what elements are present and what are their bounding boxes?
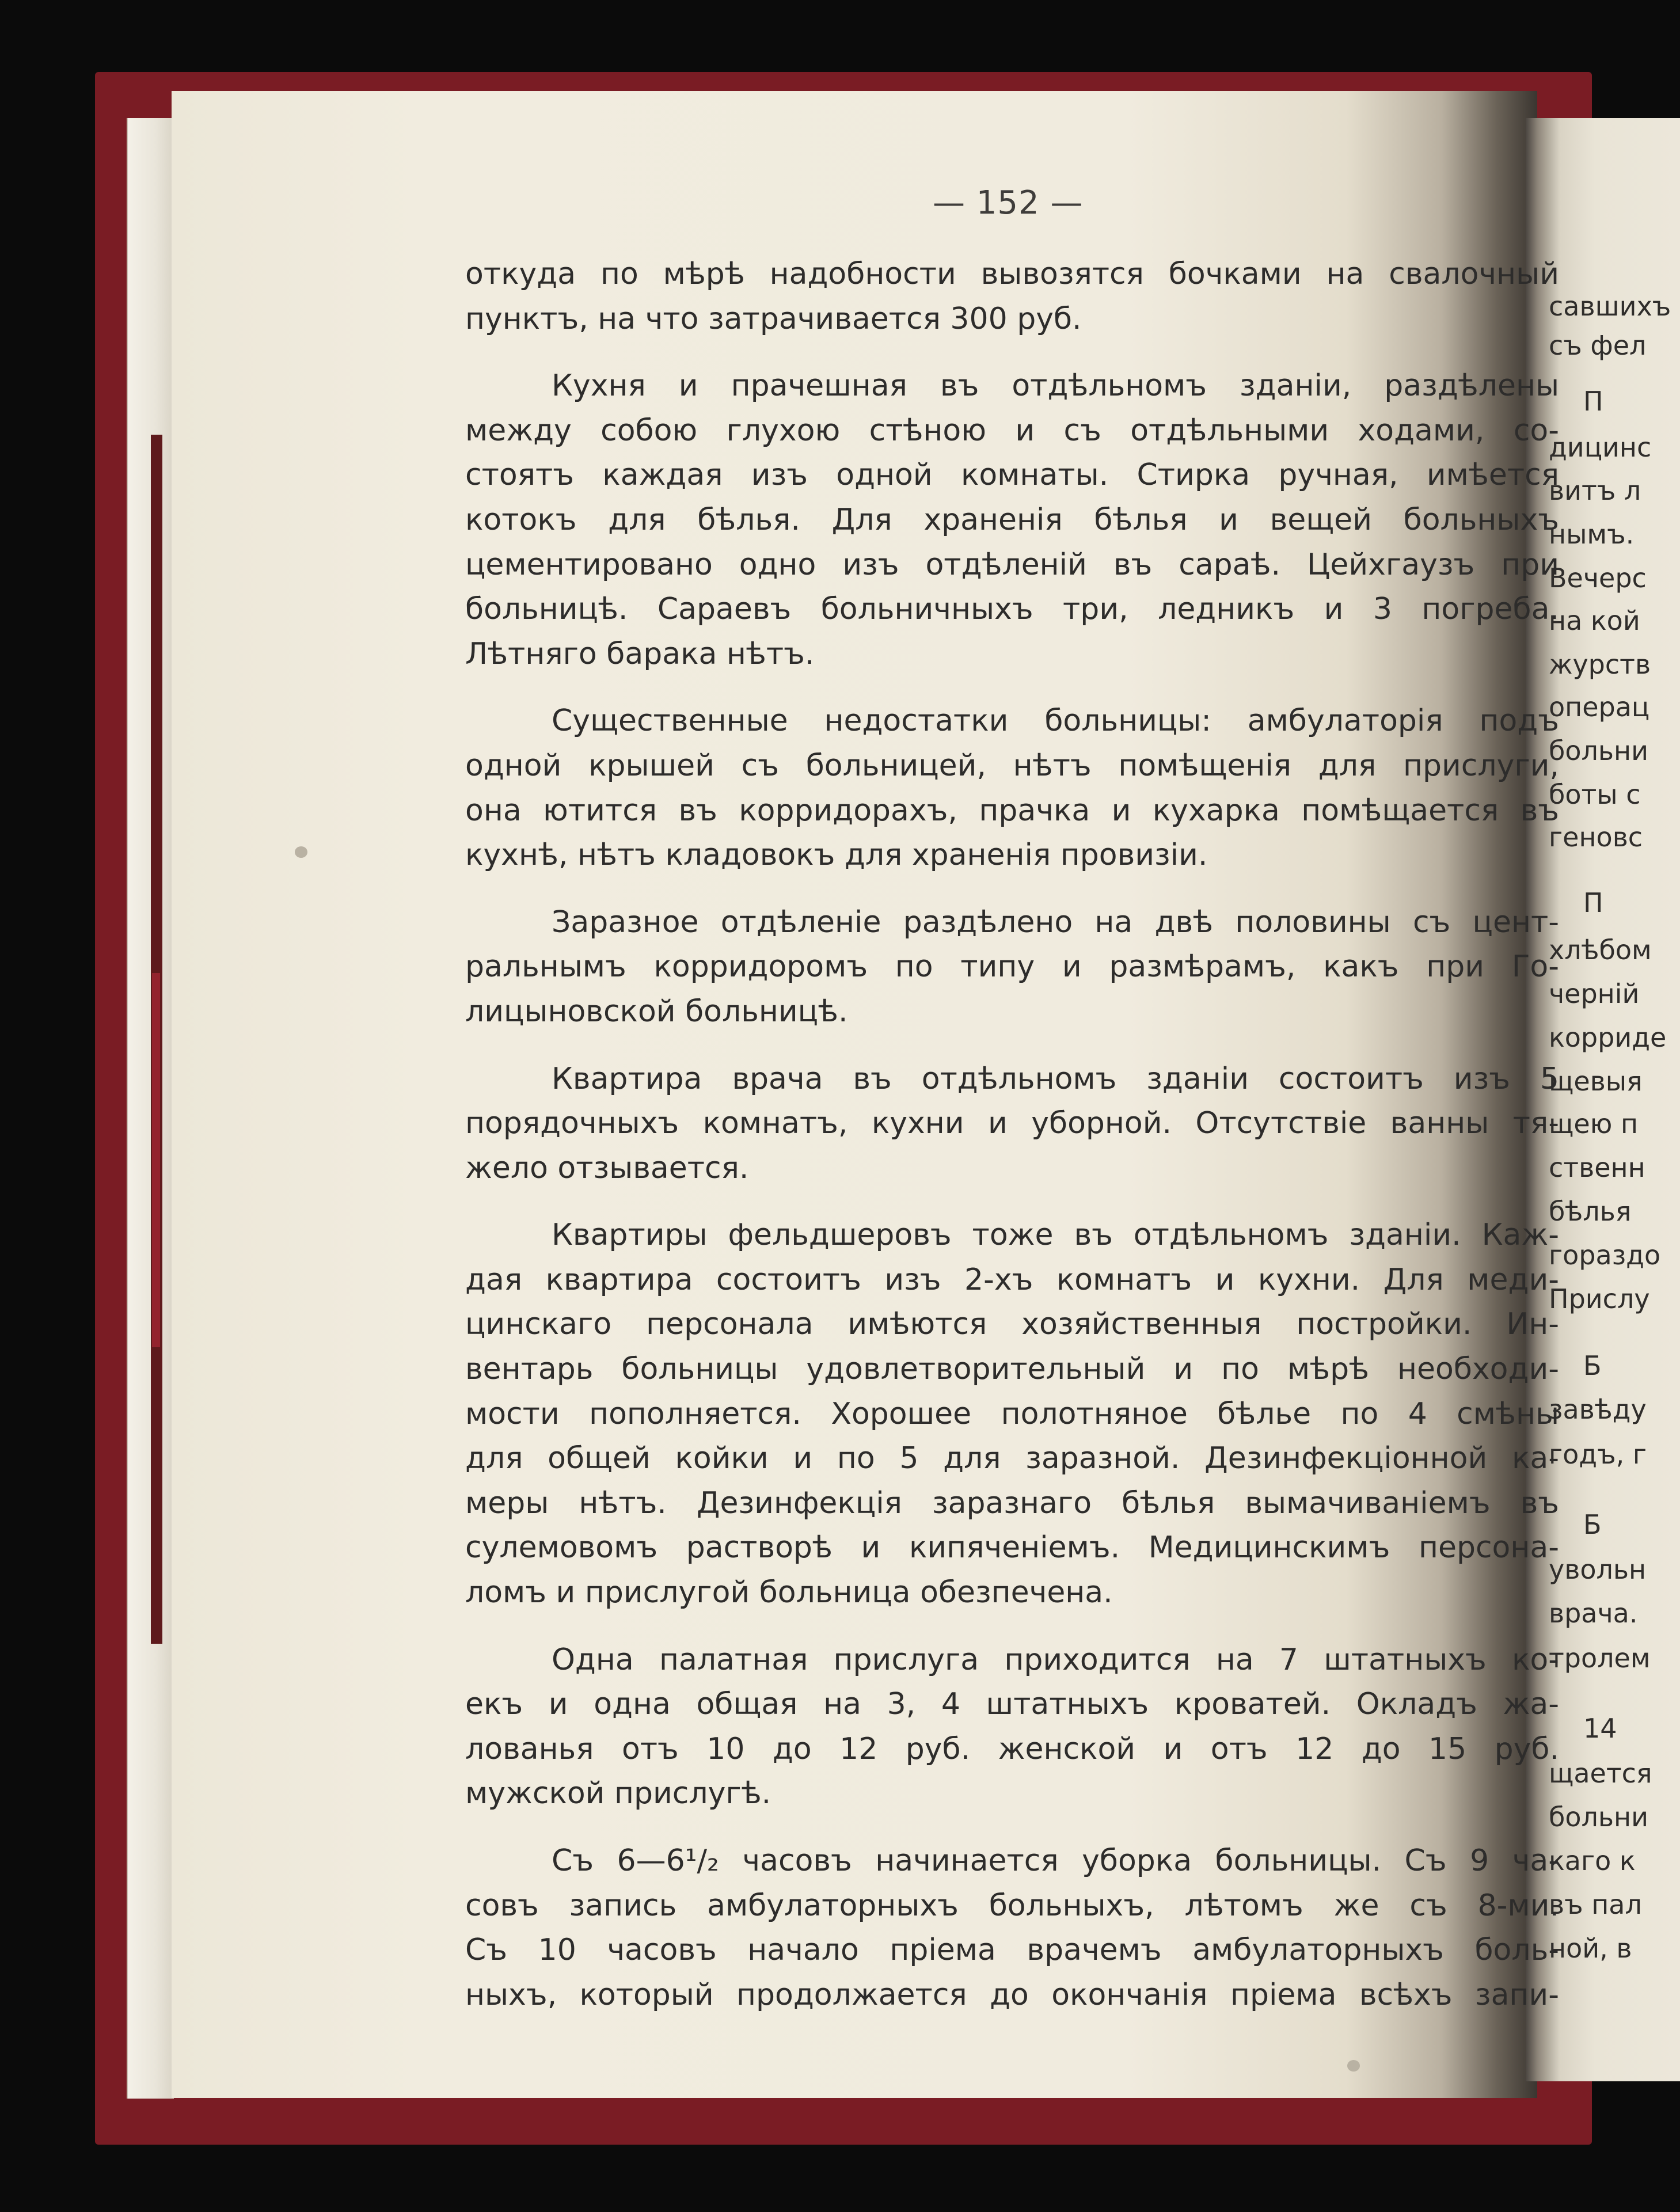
text-line: мости пополняется. Хорошее полотняное бѣлье по 4 смѣны <box>465 1396 1559 1431</box>
page-number: — 152 — <box>933 184 1084 222</box>
text-line: цинскаго персонала имѣются хозяйственныя постройки. Ин- <box>465 1307 1559 1342</box>
facing-line: черній <box>1549 978 1640 1009</box>
text-line: стоятъ каждая изъ одной комнаты. Стирка ручная, имѣется <box>465 458 1559 493</box>
facing-line: щевыя <box>1549 1066 1643 1097</box>
facing-line: журств <box>1549 649 1651 680</box>
text-line: цементировано одно изъ отдѣленій въ сараѣ. Цейхгаузъ при <box>465 547 1559 582</box>
facing-line: гораздо <box>1549 1240 1661 1271</box>
facing-line: въ пал <box>1549 1889 1642 1920</box>
paper-spot <box>1347 2060 1360 2072</box>
text-line: дая квартира состоитъ изъ 2-хъ комнатъ и кухни. Для меди- <box>465 1262 1559 1297</box>
facing-line: ственн <box>1549 1152 1645 1183</box>
facing-line: каго к <box>1549 1845 1636 1876</box>
facing-line: щается <box>1549 1758 1652 1789</box>
facing-line: бѣлья <box>1549 1196 1632 1227</box>
text-line: Кухня и прачешная въ отдѣльномъ зданіи, раздѣлены <box>552 368 1559 404</box>
text-line: ральнымъ корридоромъ по типу и размѣрамъ, какъ при Го- <box>465 949 1559 985</box>
facing-line: геновс <box>1549 822 1643 853</box>
text-line: Квартира врача въ отдѣльномъ зданіи состоитъ изъ 5 <box>552 1061 1559 1096</box>
paragraph <box>465 1213 1559 1615</box>
facing-line: больни <box>1549 1801 1648 1833</box>
text-line: кухнѣ, нѣтъ кладовокъ для храненія провизіи. <box>465 838 1208 873</box>
text-line: ныхъ, который продолжается до окончанія пріема всѣхъ запи- <box>465 1977 1559 2012</box>
facing-line: ной, в <box>1549 1933 1632 1964</box>
text-line: лицыновской больницѣ. <box>465 994 848 1029</box>
text-line: ломъ и прислугой больница обезпечена. <box>465 1575 1113 1610</box>
text-line: одной крышей съ больницей, нѣтъ помѣщенія для прислуги, <box>465 748 1559 783</box>
paragraph <box>465 699 1559 877</box>
facing-line: дицинс <box>1549 432 1652 463</box>
text-line: сулемовомъ растворѣ и кипяченіемъ. Медицинскимъ персона- <box>465 1530 1559 1565</box>
facing-line: операц <box>1549 691 1650 723</box>
text-line: меры нѣтъ. Дезинфекція заразнаго бѣлья вымачиваніемъ въ <box>465 1485 1559 1521</box>
text-line: она ютится въ корридорахъ, прачка и кухарка помѣщается въ <box>465 793 1559 828</box>
text-line: Лѣтняго барака нѣтъ. <box>465 636 815 671</box>
text-line: совъ запись амбулаторныхъ больныхъ, лѣтомъ же съ 8-ми. <box>465 1888 1559 1923</box>
facing-line: на кой <box>1549 605 1640 636</box>
text-line: Одна палатная прислуга приходится на 7 штатныхъ ко- <box>552 1642 1559 1677</box>
binding-stain <box>152 973 160 1347</box>
facing-line: 14 <box>1583 1713 1617 1744</box>
facing-line: завѣду <box>1549 1394 1647 1425</box>
paragraph <box>465 364 1559 676</box>
text-line: вентарь больницы удовлетворительный и по мѣрѣ необходи- <box>465 1352 1559 1387</box>
facing-line: нымъ. <box>1549 519 1635 550</box>
text-line: откуда по мѣрѣ надобности вывозятся бочками на свалочный <box>465 257 1559 291</box>
text-line: больницѣ. Сараевъ больничныхъ три, ледникъ и 3 погреба. <box>465 592 1559 627</box>
facing-line: щею п <box>1549 1108 1639 1139</box>
facing-line: П <box>1583 386 1603 417</box>
facing-line: боты с <box>1549 779 1641 810</box>
paragraph <box>465 1839 1559 2017</box>
facing-line: больни <box>1549 735 1648 766</box>
text-line: для общей койки и по 5 для заразной. Дезинфекціонной ка- <box>465 1441 1559 1476</box>
facing-line: витъ л <box>1549 475 1641 506</box>
facing-line: увольн <box>1549 1554 1647 1585</box>
facing-line: тролем <box>1549 1643 1651 1674</box>
facing-line: врача. <box>1549 1598 1638 1629</box>
text-line: пунктъ, на что затрачивается 300 руб. <box>465 301 1082 336</box>
page-body <box>465 252 1559 2017</box>
text-line: лованья отъ 10 до 12 руб. женской и отъ 12 до 15 руб. <box>465 1731 1559 1766</box>
text-line: екъ и одна общая на 3, 4 штатныхъ кроватей. Окладъ жа- <box>465 1687 1559 1722</box>
facing-line: Вечерс <box>1549 562 1647 594</box>
page-edges <box>127 118 174 2099</box>
facing-line: П <box>1583 887 1603 918</box>
text-line: жело отзывается. <box>465 1150 749 1185</box>
text-line: котокъ для бѣлья. Для храненія бѣлья и вещей больныхъ <box>465 502 1559 537</box>
text-line: между собою глухою стѣною и съ отдѣльными ходами, со- <box>465 413 1559 448</box>
paper-spot <box>295 846 307 858</box>
facing-line: савшихъ <box>1549 291 1671 322</box>
text-line: Заразное отдѣленіе раздѣлено на двѣ половины съ цент- <box>552 904 1559 940</box>
facing-line: Б <box>1583 1350 1602 1381</box>
text-line: Съ 6—6¹/₂ часовъ начинается уборка больницы. Съ 9 ча- <box>552 1844 1559 1878</box>
text-line: мужской прислугѣ. <box>465 1776 771 1811</box>
paragraph <box>465 1638 1559 1816</box>
text-line: Съ 10 часовъ начало пріема врачемъ амбулаторныхъ боль- <box>465 1933 1559 1968</box>
text-line: Квартиры фельдшеровъ тоже въ отдѣльномъ зданіи. Каж- <box>552 1218 1559 1253</box>
facing-line: Б <box>1583 1509 1602 1540</box>
paragraph <box>465 1057 1559 1191</box>
paragraph <box>465 900 1559 1035</box>
text-line: Существенные недостатки больницы: амбулаторія подъ <box>552 704 1559 739</box>
facing-line: годъ, г <box>1549 1439 1647 1470</box>
text-line: порядочныхъ комнатъ, кухни и уборной. Отсутствіе ванны тя- <box>465 1106 1559 1141</box>
facing-line: съ фел <box>1549 330 1647 361</box>
paragraph <box>465 252 1559 341</box>
facing-line: корриде <box>1549 1022 1667 1053</box>
facing-line: хлѣбом <box>1549 934 1652 966</box>
facing-line: Прислу <box>1549 1283 1650 1314</box>
